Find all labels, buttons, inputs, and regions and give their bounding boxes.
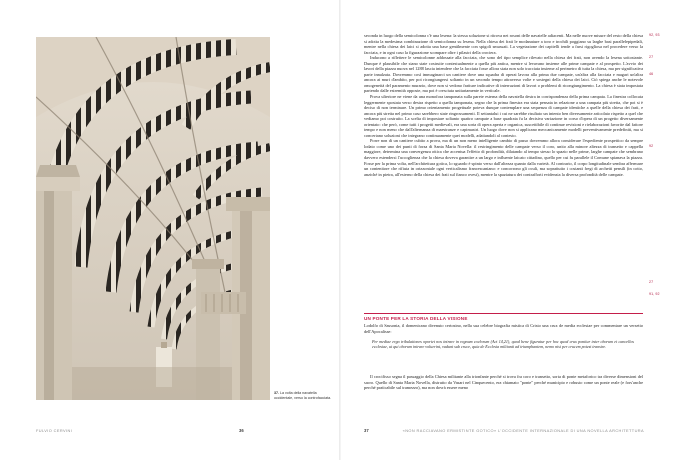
paragraph-4: Porre non di un cantiere cubito a prova, ma di un non meno intelligente cambio di passo dovremmo allora considerare l'espediente prospettico da sempre lodato come uno dei punti di forza di Santa Maria Novella: il restringimento delle campate verso il coro, unito alla minore altezza di transetto e cappella maggiore, determina una convergenza ottica che accentua l'effetto di profondità, dilatando al tempo stesso lo spazio nelle prime, larghe campate che sembrano davvero estendersi l'accoglienza che la chiesa doveva garantire a un largo e influente laicato cittadino, quello per cui fu parallele il Comune spianava la piazza. Fosse per la prima volta, nell'architettura gotica, lo sguardo è spinto verso dall'altezza quanto dalla varietà. Al contrario, il corpo longitudinale sembra affermare un contenitore che rifiuta in orizzontale ogni verticalismo francescaniano: e concorrono gli oculi, ma soprattutto i costanti fregi di archetti pensili (in cotto, anziché in pietra, all'esterno della chiesa dei frati sul fianco ovest), mentre la spaziatura dei contrafforti evidenzia la diversa profondità delle campate. (364, 138, 643, 177)
box-text: Lodolfo di Sassonia, il domenicano divenuto certosino, nella sua celebre biografia mistica di Cristo una crux de media ecclesiae per commentare un versetto dell'Apocalisse: (364, 323, 643, 334)
caption-label: 37. (274, 391, 279, 395)
margin-ref-2: 27 (649, 55, 654, 59)
box-title: UN PONTE PER LA STORIA DELLA VISIONE (364, 316, 468, 321)
left-page-number: 36 (239, 428, 244, 433)
margin-ref-6: 91, 92 (649, 292, 660, 296)
right-page-number: 37 (364, 428, 369, 433)
margin-ref-3: 46 (649, 72, 654, 76)
paragraph-3: Prova ulteriore ne viene da una monofora tamponata sulla parete esterna della navatella destra in corrispondenza della prima campata. La finestra collocata leggermente spostata verso destra rispetto a quella tamponata, segno che la prima finestra era stata pensata in relazione a una campata più stretta, che poi si è deciso di non terminare. Un primo orientamento progettuale poteva dunque contemplare una sequenza di campate identiche a quelle della chiesa dei frati, e ancora più stretta nel primo caso sarebbero state ringrossamenti. Il settantalui i cui ne sarebbe risultato un intento ben diversamente articolato rispetto a quel che vediamo poi costruito. La scelta di impostare soltanto quattro campate a base quadrata fu la decisiva variazione in corso d'opera di un progetto diversamente orientato: che però, come tutti i progetti medievali, era una sorta di opera aperta e organica, suscettibile di continue revisioni e rielaborazioni favorite dal fattore tempo e non meno che dall'alternanza di maestranze e capimastri. Un luogo dove non si applicano meccanicamente modelli preventivamente predefiniti, ma si concertano soluzioni che integrano continuamente quei modelli, adattandoli al contesto. (364, 94, 643, 138)
caption-text: La volta della navatella occidentale, verso la controfacciata. (274, 391, 332, 400)
paragraph-2: Inducono a riflettere le semicolonne addossate alla facciata, che sono del tipo semplice rilevato nella chiesa dei frati, non avendo la lesena sottostante. Dunque è plausibile che siano state costruite contestualmente a quella più antica, mentre si levavano insieme alle prime campate e al prospetto. L'avvio dei lavori della piazza nuova nel 1288 lascia intendere che la facciata fosse allora stata non solo tracciata insieme al perimetro di tutta la chiesa, ma per significativa parte innalzata. Dovremmo così immaginarci un cantiere dove una squadra di operai lavora alla prima due campate, un'altra alla facciata e magari un'altra ancora ai muri d'ambito, per poi ricongiungersi soltanto in un secondo tempo attraverso volte e sostegni della chiesa dei laici. Ciò spiega anche le notevole omogeneità del paramento murario, dove non si vedono fratture indicative di interruzioni di lavori o problemi di ricongiungimento. La chiesa è stata impostata partendo dalle estremità opposte, ma poi è cresciuta unitariamente in verticale. (364, 55, 643, 94)
photo-caption (274, 391, 336, 400)
main-text-column (364, 33, 643, 177)
after-quote-text (364, 374, 643, 391)
church-vault-photo (36, 37, 270, 400)
page-gutter (339, 0, 341, 460)
latin-quote: Per mediae ergo tribulationes oportet nos intrare in regnum coelorum (Act 14,21), quod bene figuratur per hoc quod crux ponitur inter chorum et cancellos ecclesiae, ut qui chorum intrare voluerint, vadunt sub cruce, quia de Ecclesia militanti ad triumphantem, nemo nisi per crucem potest transire. (372, 339, 634, 350)
box-rule (364, 313, 643, 314)
margin-ref-5: 27 (649, 280, 654, 284)
margin-ref-1: 92, 93 (649, 33, 660, 37)
left-footer-author: FULVIO CERVINI (36, 428, 73, 433)
right-footer-title: «NON RACCIAVANO ERMISTINTE GOTICO» L'OCCIDENTE INTERNAZIONALE DI UNA NOVELLA ARCHITETTURA (402, 428, 644, 433)
after-paragraph: Il crocifisso segna il passaggio della Chiesa militante alla trionfante perché si trova fra coro e transetto, sorta di ponte metaforico tra diverse dimensioni del sacro. Quello di Santa Maria Novella, distrutto da Vasari nel Cinquecento, era chiamato "ponte" perché municipio e robusto come un ponte reale (e fors'anche perché praticabile sul tramezzo), ma non dovrà essere meno (364, 374, 643, 391)
margin-ref-4: 92 (649, 144, 654, 148)
paragraph-1: seconda in luogo della semicolonna c'è una lesena: la stessa soluzione si ritrova nei rosoni delle navatelle adiacenti. Ma nelle nuove misure del resto della chiesa si adotta la medesima combinazione di semicolonna su lesena. Nella chiesa dei frati le modanature a toro e trochili poggiano su larghe basi parallelepipedali, mentre nella chiesa dei laici si adotta una base gentilmente con spigoli smussati. La vegetazione dei capitelli tende a farsi rigogliosa nel procedere verso la facciata, e in ogni caso la figurazione scompare oltre i pilastri della crociera. (364, 33, 643, 55)
